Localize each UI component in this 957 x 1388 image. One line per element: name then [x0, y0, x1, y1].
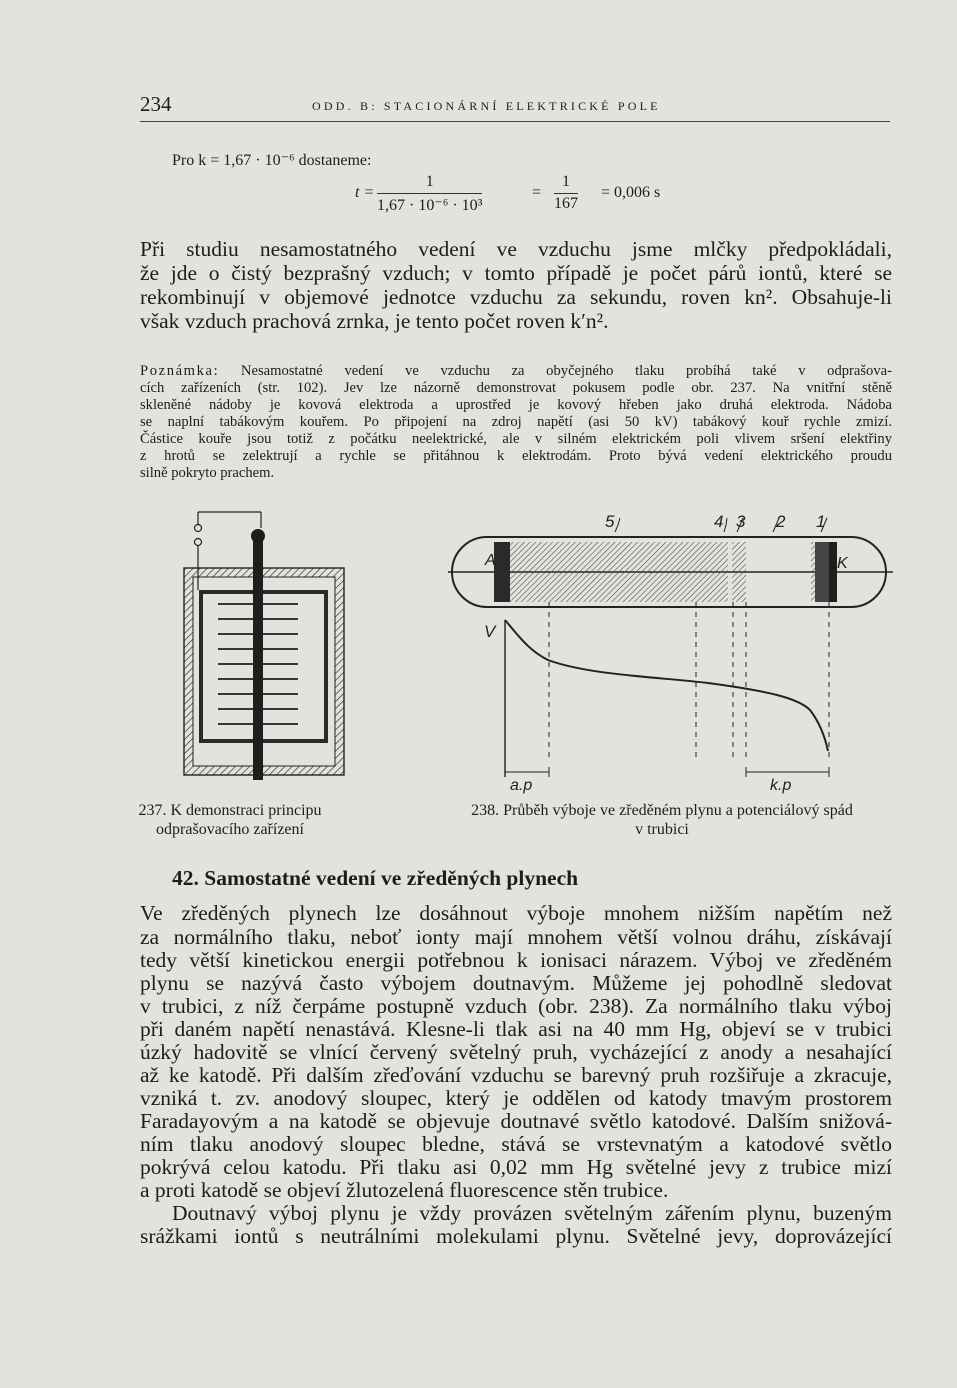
caption-237-line: odprašovacího zařízení: [156, 821, 304, 838]
label-V: V: [484, 622, 496, 641]
label-4: 4: [714, 512, 724, 531]
caption-238-line: v trubici: [635, 821, 689, 838]
note-line: cích zařízeních (str. 102). Jev lze názorně demonstrovat pokusem podle obr. 237. Na vnitřní stěně: [140, 380, 892, 396]
paragraph-2-line: vzniká t. zv. anodový sloupec, který je oddělen od katody tmavým prostorem: [140, 1086, 892, 1110]
note-label: Poznámka:: [140, 363, 220, 379]
header-rule: [140, 121, 890, 122]
paragraph-2-line: za normálního tlaku, neboť ionty mají mnohem větší volnou dráhu, získávají: [140, 925, 892, 949]
fraction-1-numerator: 1: [377, 173, 482, 194]
paragraph-2-line: úzký hadovitě se vlnící červený světelný pruh, vycházející z anody a nesahající: [140, 1040, 892, 1064]
note-line: Částice kouře jsou totiž z počátku neelektrické, ale v silném elektrickém poli vlivem sršení elektřiny: [140, 431, 892, 447]
formula-lhs: t =: [355, 184, 375, 201]
page-number: 234: [140, 92, 172, 116]
paragraph-2-line: ním tlaku anodový sloupec bledne, stává se vrstevnatým a katodové světlo: [140, 1132, 892, 1156]
caption-237: [120, 801, 340, 839]
note-line: z hrotů se zelektrují a rychle se přitáhnou k elektrodám. Proto bývá vedení elektrického proudu: [140, 448, 892, 464]
paragraph-2-line: při daném napětí nenastává. Klesne-li tlak asi na 40 mm Hg, objeví se v trubici: [140, 1017, 892, 1041]
fraction-2-denominator: 167: [554, 195, 578, 212]
paragraph-1-line: rekombinují v objemové jednotce vzduchu za sekundu, roven kn². Obsahuje-li: [140, 285, 892, 309]
figure-238-discharge-tube: [448, 505, 893, 800]
note-line-text: Nesamostatné vedení ve vzduchu za obyčejného tlaku probíhá také v odprašova-: [240, 363, 892, 379]
running-head: ODD. B: STACIONÁRNÍ ELEKTRICKÉ POLE: [312, 99, 661, 113]
paragraph-2-line: Faradayovým a na katodě se objevuje doutnavé světlo katodové. Dalším snižová-: [140, 1109, 892, 1133]
formula-fraction-1: [377, 173, 482, 215]
label-2: 2: [776, 512, 786, 531]
section-title: 42. Samostatné vedení ve zředěných plynech: [172, 866, 579, 890]
formula-fraction-2: [554, 173, 578, 213]
note-line: se naplní tabákovým kouřem. Po připojení na zdroj napětí (asi 50 kV) tabákový kouř rychle zmizí.: [140, 414, 892, 430]
label-1: 1: [816, 512, 826, 531]
paragraph-2-line: pokrývá celou katodu. Při tlaku asi 0,02 mm Hg světelné jevy z trubice mizí: [140, 1155, 892, 1179]
paragraph-3-line: Doutnavý výboj plynu je vždy provázen světelným zářením plynu, buzeným: [172, 1201, 892, 1225]
paragraph-1-line: že jde o čistý bezprašný vzduch; v tomto případě je počet párů iontů, které se: [140, 261, 892, 285]
formula-result: = 0,006 s: [601, 184, 661, 201]
note-line: [140, 363, 892, 380]
label-anode-A: A: [485, 552, 496, 569]
paragraph-2-line: plynu se nazývá často výbojem doutnavým. Můžeme jej pohodlně sledovat: [140, 971, 892, 995]
paragraph-2-line: v trubici, z níž čerpáme postupně vzduch (obr. 238). Za normálního tlaku výboj: [140, 994, 892, 1018]
note-line: skleněné nádoby je kovová elektroda a uprostřed je kovový hřeben jako druhá elektroda. Nádoba: [140, 397, 892, 413]
formula-equals: =: [532, 184, 542, 201]
caption-237-line: 237. K demonstraci principu: [138, 802, 322, 819]
fraction-2-numerator: 1: [554, 173, 578, 194]
paragraph-2-line: tedy větší kinetickou energii potřebnou k ionisaci nárazem. Výboj ve zředěném: [140, 948, 892, 972]
caption-238-line: 238. Průběh výboje ve zředěném plynu a potenciálový spád: [471, 802, 853, 819]
label-3: 3: [736, 512, 746, 531]
label-cathode-K: K: [837, 555, 848, 572]
paragraph-2-line: Ve zředěných plynech lze dosáhnout výboje mnohem nižším napětím než: [140, 901, 892, 925]
note-line: silně pokryto prachem.: [140, 465, 275, 481]
paragraph-1-line: Při studiu nesamostatného vedení ve vzduchu jsme mlčky předpokládali,: [140, 237, 892, 261]
paragraph-2-line: až ke katodě. Při dalším zřeďování vzduchu se barevný pruh rozšiřuje a zkracuje,: [140, 1063, 892, 1087]
paragraph-1-line: však vzduch prachová zrnka, je tento počet roven k′n².: [140, 309, 609, 333]
label-anode-potential: a.p: [510, 777, 533, 794]
paragraph-2-line: a proti katodě se objeví žlutozelená fluorescence stěn trubice.: [140, 1178, 669, 1202]
figure-237-electrostatic-precipitator: [176, 500, 356, 780]
label-cathode-potential: k.p: [770, 777, 792, 794]
fraction-1-denominator: 1,67 · 10⁻⁶ · 10³: [377, 197, 483, 214]
label-5: 5: [605, 512, 615, 531]
formula-intro: Pro k = 1,67 · 10⁻⁶ dostaneme:: [172, 152, 372, 169]
caption-238: [432, 801, 892, 839]
paragraph-3-line: srážkami iontů s neutrálními molekulami plynu. Světelné jevy, doprovázející: [140, 1224, 892, 1248]
